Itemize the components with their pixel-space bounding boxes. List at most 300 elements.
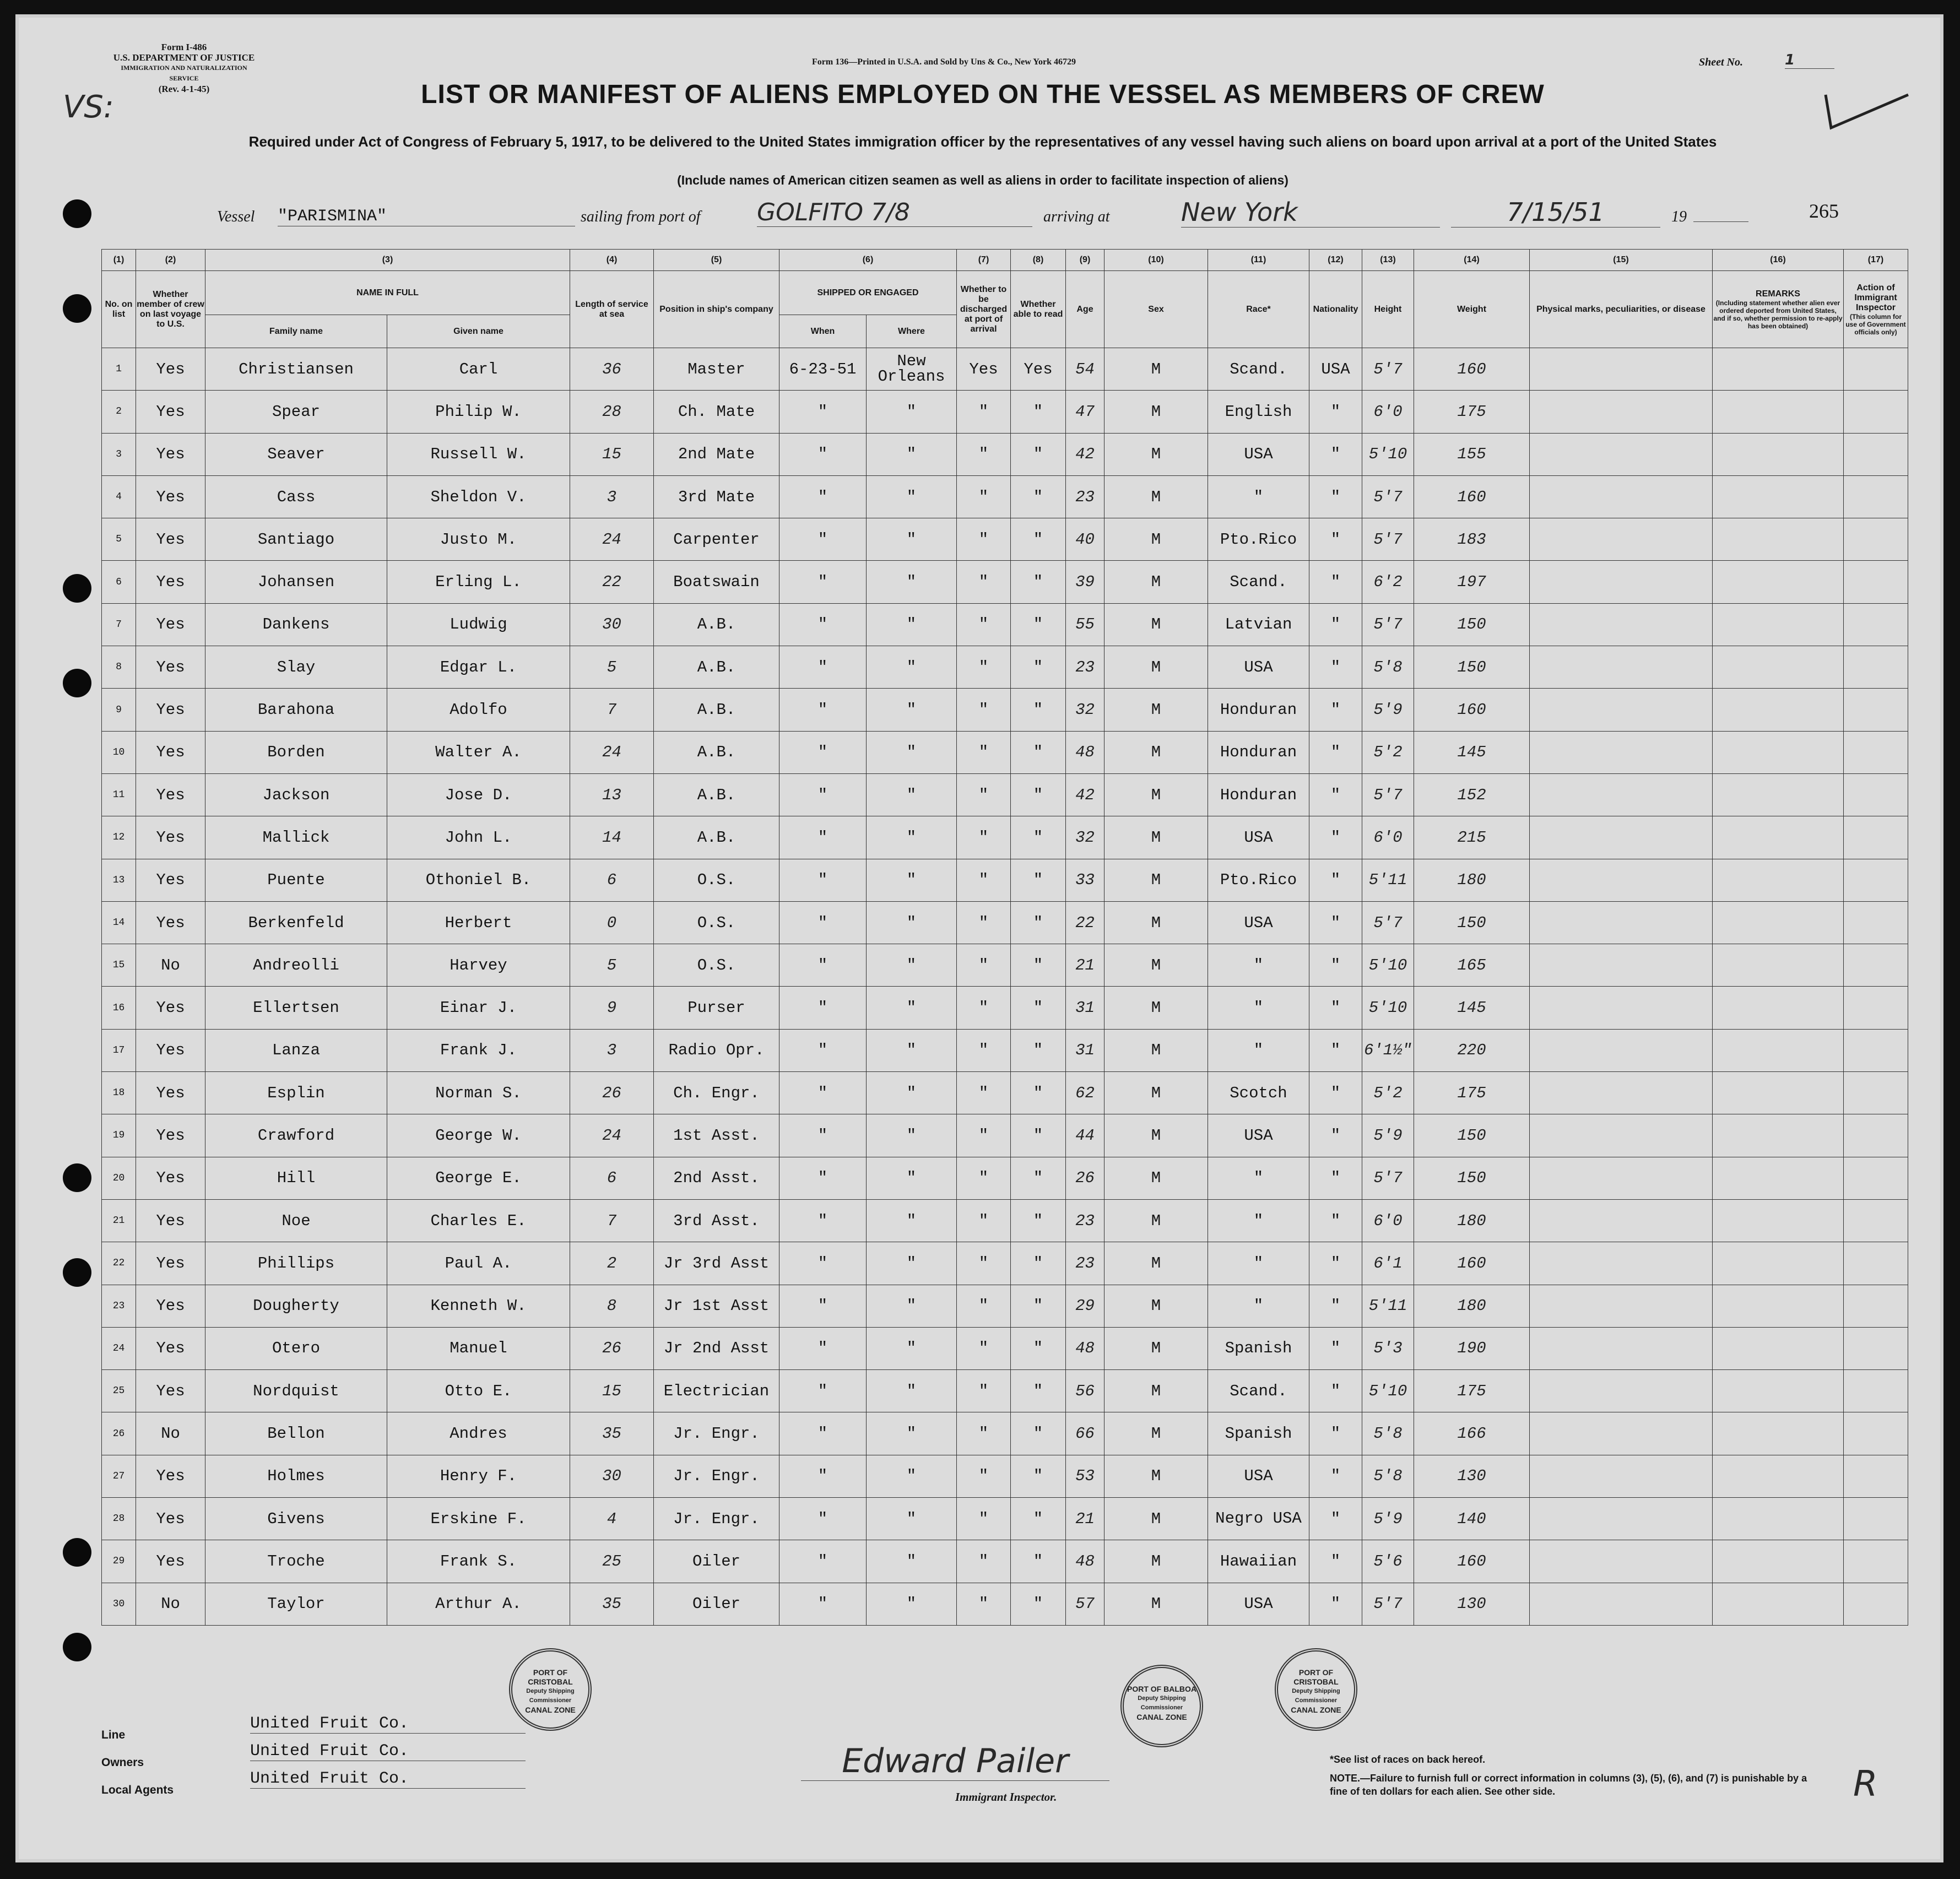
weight-cell: 160: [1414, 348, 1530, 391]
member-last-voyage-cell: Yes: [136, 561, 205, 603]
shipped-when-cell: ": [779, 1498, 867, 1540]
physical-marks-cell: [1530, 816, 1713, 859]
position-cell: Jr. Engr.: [654, 1498, 779, 1540]
weight-cell: 165: [1414, 944, 1530, 987]
position-cell: A.B.: [654, 689, 779, 731]
table-row: [102, 1199, 1908, 1242]
length-of-service-cell: 26: [570, 1327, 654, 1369]
shipped-where-cell: New Orleans: [867, 348, 957, 391]
shipped-when-cell: ": [779, 391, 867, 433]
weight-cell: 180: [1414, 1199, 1530, 1242]
table-row: [102, 1583, 1908, 1625]
row-number-cell: 25: [102, 1370, 136, 1412]
position-cell: A.B.: [654, 816, 779, 859]
remarks-cell: [1713, 391, 1844, 433]
action-cell: [1844, 603, 1908, 646]
remarks-cell: [1713, 901, 1844, 944]
length-of-service-cell: 3: [570, 1029, 654, 1071]
row-number-cell: 17: [102, 1029, 136, 1071]
shipped-where-cell: ": [867, 1455, 957, 1497]
able-to-read-cell: ": [1011, 1157, 1066, 1199]
length-of-service-cell: 24: [570, 518, 654, 561]
col-number: (5): [654, 250, 779, 271]
shipped-when-cell: ": [779, 475, 867, 518]
able-to-read-cell: ": [1011, 433, 1066, 475]
row-number-cell: 13: [102, 859, 136, 901]
action-cell: [1844, 1498, 1908, 1540]
length-of-service-cell: 5: [570, 646, 654, 689]
able-to-read-cell: ": [1011, 689, 1066, 731]
table-row: [102, 773, 1908, 816]
sex-cell: M: [1104, 1242, 1208, 1285]
age-cell: 21: [1066, 1498, 1104, 1540]
department: U.S. DEPARTMENT OF JUSTICE: [113, 52, 255, 63]
height-cell: 6'1: [1362, 1242, 1414, 1285]
action-cell: [1844, 1114, 1908, 1157]
row-number-cell: 29: [102, 1540, 136, 1583]
sex-cell: M: [1104, 859, 1208, 901]
table-row: [102, 475, 1908, 518]
height-cell: 5'7: [1362, 475, 1414, 518]
able-to-read-cell: ": [1011, 1242, 1066, 1285]
given-name-cell: Harvey: [387, 944, 570, 987]
family-name-cell: Nordquist: [205, 1370, 387, 1412]
physical-marks-cell: [1530, 475, 1713, 518]
to-be-discharged-cell: ": [957, 391, 1011, 433]
to-be-discharged-cell: ": [957, 518, 1011, 561]
length-of-service-cell: 5: [570, 944, 654, 987]
table-row: [102, 1412, 1908, 1455]
family-name-cell: Spear: [205, 391, 387, 433]
member-last-voyage-cell: Yes: [136, 348, 205, 391]
nationality-cell: ": [1309, 1583, 1362, 1625]
to-be-discharged-cell: ": [957, 475, 1011, 518]
col-length-service: Length of service at sea: [570, 271, 654, 348]
action-title: Action of Immigrant Inspector: [1854, 283, 1897, 312]
physical-marks-cell: [1530, 859, 1713, 901]
given-name-cell: Walter A.: [387, 731, 570, 773]
col-number: (9): [1066, 250, 1104, 271]
crew-table-body: [102, 348, 1908, 1626]
table-row: [102, 1029, 1908, 1071]
punch-hole: [63, 1538, 91, 1567]
age-cell: 44: [1066, 1114, 1104, 1157]
race-cell: Latvian: [1208, 603, 1309, 646]
given-name-cell: Frank J.: [387, 1029, 570, 1071]
race-cell: Pto.Rico: [1208, 859, 1309, 901]
age-cell: 62: [1066, 1072, 1104, 1114]
physical-marks-cell: [1530, 901, 1713, 944]
position-cell: A.B.: [654, 646, 779, 689]
physical-marks-cell: [1530, 1157, 1713, 1199]
remarks-cell: [1713, 1029, 1844, 1071]
punch-hole: [63, 1258, 91, 1287]
nationality-cell: ": [1309, 944, 1362, 987]
remarks-cell: [1713, 1199, 1844, 1242]
sex-cell: M: [1104, 475, 1208, 518]
given-name-cell: George E.: [387, 1157, 570, 1199]
revision: (Rev. 4-1-45): [158, 84, 210, 94]
arrival-date: 7/15/51: [1451, 197, 1660, 228]
shipped-when-cell: ": [779, 1242, 867, 1285]
race-cell: USA: [1208, 1455, 1309, 1497]
remarks-cell: [1713, 1498, 1844, 1540]
table-row: [102, 1114, 1908, 1157]
length-of-service-cell: 26: [570, 1072, 654, 1114]
shipped-where-cell: ": [867, 1540, 957, 1583]
length-of-service-cell: 30: [570, 1455, 654, 1497]
col-number: (8): [1011, 250, 1066, 271]
to-be-discharged-cell: ": [957, 1540, 1011, 1583]
race-cell: ": [1208, 987, 1309, 1029]
shipped-where-cell: ": [867, 1242, 957, 1285]
race-cell: Scotch: [1208, 1072, 1309, 1114]
able-to-read-cell: ": [1011, 603, 1066, 646]
given-name-cell: Edgar L.: [387, 646, 570, 689]
col-number: (2): [136, 250, 205, 271]
able-to-read-cell: ": [1011, 475, 1066, 518]
height-cell: 5'9: [1362, 689, 1414, 731]
remarks-title: REMARKS: [1756, 289, 1800, 299]
position-cell: Jr. Engr.: [654, 1412, 779, 1455]
to-be-discharged-cell: ": [957, 901, 1011, 944]
col-number: (10): [1104, 250, 1208, 271]
to-be-discharged-cell: ": [957, 1583, 1011, 1625]
physical-marks-cell: [1530, 1327, 1713, 1369]
member-last-voyage-cell: Yes: [136, 901, 205, 944]
action-subtitle: (This column for use of Government officials only): [1845, 312, 1906, 336]
length-of-service-cell: 13: [570, 773, 654, 816]
remarks-cell: [1713, 1285, 1844, 1327]
family-name-cell: Dougherty: [205, 1285, 387, 1327]
position-cell: 1st Asst.: [654, 1114, 779, 1157]
weight-cell: 160: [1414, 1242, 1530, 1285]
action-cell: [1844, 901, 1908, 944]
remarks-cell: [1713, 646, 1844, 689]
penalty-note: NOTE.—Failure to furnish full or correct information in columns (3), (5), (6), and (7) is punishable by a fine of ten dollars for each alien. See other side.: [1330, 1773, 1807, 1797]
able-to-read-cell: Yes: [1011, 348, 1066, 391]
shipped-where-cell: ": [867, 1498, 957, 1540]
sex-cell: M: [1104, 1498, 1208, 1540]
action-cell: [1844, 773, 1908, 816]
action-cell: [1844, 689, 1908, 731]
col-number: (13): [1362, 250, 1414, 271]
family-name-cell: Cass: [205, 475, 387, 518]
sex-cell: M: [1104, 944, 1208, 987]
table-row: [102, 859, 1908, 901]
age-cell: 31: [1066, 987, 1104, 1029]
row-number-cell: 19: [102, 1114, 136, 1157]
to-be-discharged-cell: ": [957, 603, 1011, 646]
nationality-cell: ": [1309, 1285, 1362, 1327]
to-be-discharged-cell: ": [957, 1029, 1011, 1071]
family-name-cell: Esplin: [205, 1072, 387, 1114]
shipped-where-cell: ": [867, 1412, 957, 1455]
family-name-cell: Noe: [205, 1199, 387, 1242]
col-when: When: [779, 315, 867, 348]
to-be-discharged-cell: ": [957, 1327, 1011, 1369]
stamp-middle: Deputy Shipping Commissioner: [1292, 1688, 1340, 1704]
to-be-discharged-cell: ": [957, 433, 1011, 475]
position-cell: A.B.: [654, 603, 779, 646]
table-row: [102, 348, 1908, 391]
stamp-top: PORT OF CRISTOBAL: [528, 1668, 573, 1686]
printer-line: Form 136—Printed in U.S.A. and Sold by Uns & Co., New York 46729: [812, 57, 1076, 67]
shipped-when-cell: ": [779, 433, 867, 475]
shipped-where-cell: ": [867, 944, 957, 987]
weight-cell: 160: [1414, 689, 1530, 731]
arriving-port: New York: [1181, 197, 1440, 228]
position-cell: 2nd Asst.: [654, 1157, 779, 1199]
weight-cell: 145: [1414, 987, 1530, 1029]
col-number: (7): [957, 250, 1011, 271]
family-name-cell: Mallick: [205, 816, 387, 859]
shipped-when-cell: ": [779, 1583, 867, 1625]
to-be-discharged-cell: ": [957, 944, 1011, 987]
shipped-when-cell: ": [779, 1114, 867, 1157]
position-cell: Oiler: [654, 1540, 779, 1583]
given-name-cell: Othoniel B.: [387, 859, 570, 901]
weight-cell: 190: [1414, 1327, 1530, 1369]
punch-hole: [63, 574, 91, 603]
family-name-cell: Puente: [205, 859, 387, 901]
shipped-when-cell: ": [779, 603, 867, 646]
given-name-cell: Herbert: [387, 901, 570, 944]
physical-marks-cell: [1530, 1540, 1713, 1583]
height-cell: 5'8: [1362, 1455, 1414, 1497]
col-number: (17): [1844, 250, 1908, 271]
shipped-where-cell: ": [867, 859, 957, 901]
shipped-where-cell: ": [867, 1114, 957, 1157]
position-cell: Purser: [654, 987, 779, 1029]
position-cell: 3rd Asst.: [654, 1199, 779, 1242]
length-of-service-cell: 22: [570, 561, 654, 603]
given-name-cell: Carl: [387, 348, 570, 391]
weight-cell: 140: [1414, 1498, 1530, 1540]
sex-cell: M: [1104, 1285, 1208, 1327]
age-cell: 42: [1066, 773, 1104, 816]
height-cell: 5'10: [1362, 944, 1414, 987]
age-cell: 56: [1066, 1370, 1104, 1412]
to-be-discharged-cell: ": [957, 1370, 1011, 1412]
shipped-where-cell: ": [867, 1157, 957, 1199]
shipped-where-cell: ": [867, 1029, 957, 1071]
remarks-cell: [1713, 731, 1844, 773]
member-last-voyage-cell: Yes: [136, 1455, 205, 1497]
member-last-voyage-cell: Yes: [136, 1285, 205, 1327]
family-name-cell: Crawford: [205, 1114, 387, 1157]
physical-marks-cell: [1530, 689, 1713, 731]
age-cell: 54: [1066, 348, 1104, 391]
sex-cell: M: [1104, 731, 1208, 773]
col-position: Position in ship's company: [654, 271, 779, 348]
nationality-cell: ": [1309, 561, 1362, 603]
physical-marks-cell: [1530, 1412, 1713, 1455]
table-row: [102, 1072, 1908, 1114]
nationality-cell: ": [1309, 1029, 1362, 1071]
action-cell: [1844, 561, 1908, 603]
row-number-cell: 2: [102, 391, 136, 433]
remarks-cell: [1713, 987, 1844, 1029]
shipped-when-cell: ": [779, 1029, 867, 1071]
table-row: [102, 1285, 1908, 1327]
able-to-read-cell: ": [1011, 944, 1066, 987]
table-row: [102, 518, 1908, 561]
nationality-cell: ": [1309, 1498, 1362, 1540]
physical-marks-cell: [1530, 1199, 1713, 1242]
row-number-cell: 8: [102, 646, 136, 689]
stamp-middle: Deputy Shipping Commissioner: [526, 1688, 575, 1704]
action-cell: [1844, 816, 1908, 859]
family-name-cell: Troche: [205, 1540, 387, 1583]
member-last-voyage-cell: Yes: [136, 518, 205, 561]
position-cell: O.S.: [654, 901, 779, 944]
physical-marks-cell: [1530, 1242, 1713, 1285]
race-cell: ": [1208, 475, 1309, 518]
row-number-cell: 9: [102, 689, 136, 731]
to-be-discharged-cell: ": [957, 1114, 1011, 1157]
length-of-service-cell: 28: [570, 391, 654, 433]
height-cell: 5'7: [1362, 1583, 1414, 1625]
shipped-where-cell: ": [867, 561, 957, 603]
length-of-service-cell: 6: [570, 1157, 654, 1199]
races-note: *See list of races on back hereof.: [1330, 1754, 1486, 1765]
action-cell: [1844, 1412, 1908, 1455]
position-cell: 3rd Mate: [654, 475, 779, 518]
remarks-cell: [1713, 1412, 1844, 1455]
shipped-where-cell: ": [867, 1199, 957, 1242]
given-name-cell: Philip W.: [387, 391, 570, 433]
shipped-when-cell: 6-23-51: [779, 348, 867, 391]
shipped-when-cell: ": [779, 1072, 867, 1114]
service: IMMIGRATION AND NATURALIZATION SERVICE: [121, 64, 247, 82]
nationality-cell: ": [1309, 1540, 1362, 1583]
sex-cell: M: [1104, 987, 1208, 1029]
punch-hole: [63, 294, 91, 323]
remarks-cell: [1713, 1370, 1844, 1412]
col-age: Age: [1066, 271, 1104, 348]
col-remarks: [1713, 271, 1844, 348]
nationality-cell: ": [1309, 518, 1362, 561]
to-be-discharged-cell: Yes: [957, 348, 1011, 391]
member-last-voyage-cell: Yes: [136, 603, 205, 646]
family-name-cell: Lanza: [205, 1029, 387, 1071]
weight-cell: 130: [1414, 1583, 1530, 1625]
family-name-cell: Givens: [205, 1498, 387, 1540]
able-to-read-cell: ": [1011, 987, 1066, 1029]
weight-cell: 175: [1414, 1072, 1530, 1114]
to-be-discharged-cell: ": [957, 689, 1011, 731]
shipped-where-cell: ": [867, 1327, 957, 1369]
row-number-cell: 27: [102, 1455, 136, 1497]
family-name-cell: Barahona: [205, 689, 387, 731]
action-cell: [1844, 433, 1908, 475]
action-cell: [1844, 348, 1908, 391]
col-no-on-list: No. on list: [102, 271, 136, 348]
member-last-voyage-cell: Yes: [136, 391, 205, 433]
table-row: [102, 944, 1908, 987]
given-name-cell: John L.: [387, 816, 570, 859]
row-number-cell: 16: [102, 987, 136, 1029]
age-cell: 23: [1066, 1199, 1104, 1242]
sex-cell: M: [1104, 433, 1208, 475]
row-number-cell: 21: [102, 1199, 136, 1242]
age-cell: 55: [1066, 603, 1104, 646]
weight-cell: 150: [1414, 1114, 1530, 1157]
length-of-service-cell: 2: [570, 1242, 654, 1285]
table-row: [102, 987, 1908, 1029]
position-cell: 2nd Mate: [654, 433, 779, 475]
given-name-cell: Sheldon V.: [387, 475, 570, 518]
physical-marks-cell: [1530, 1285, 1713, 1327]
length-of-service-cell: 25: [570, 1540, 654, 1583]
family-name-cell: Christiansen: [205, 348, 387, 391]
member-last-voyage-cell: Yes: [136, 646, 205, 689]
given-name-cell: Justo M.: [387, 518, 570, 561]
to-be-discharged-cell: ": [957, 1498, 1011, 1540]
sex-cell: M: [1104, 391, 1208, 433]
age-cell: 48: [1066, 1327, 1104, 1369]
height-cell: 6'0: [1362, 391, 1414, 433]
to-be-discharged-cell: ": [957, 1455, 1011, 1497]
age-cell: 53: [1066, 1455, 1104, 1497]
able-to-read-cell: ": [1011, 901, 1066, 944]
height-cell: 6'0: [1362, 1199, 1414, 1242]
race-cell: USA: [1208, 1114, 1309, 1157]
stamp-bottom: CANAL ZONE: [1136, 1713, 1187, 1721]
family-name-cell: Santiago: [205, 518, 387, 561]
height-cell: 5'2: [1362, 731, 1414, 773]
col-number: (11): [1208, 250, 1309, 271]
given-name-cell: Frank S.: [387, 1540, 570, 1583]
height-cell: 5'3: [1362, 1327, 1414, 1369]
row-number-cell: 3: [102, 433, 136, 475]
race-cell: Honduran: [1208, 773, 1309, 816]
sex-cell: M: [1104, 1455, 1208, 1497]
nationality-cell: ": [1309, 859, 1362, 901]
table-row: [102, 1242, 1908, 1285]
table-row: [102, 1498, 1908, 1540]
member-last-voyage-cell: Yes: [136, 475, 205, 518]
height-cell: 5'8: [1362, 1412, 1414, 1455]
col-number: (3): [205, 250, 570, 271]
to-be-discharged-cell: ": [957, 1072, 1011, 1114]
age-cell: 47: [1066, 391, 1104, 433]
col-action: [1844, 271, 1908, 348]
action-cell: [1844, 1540, 1908, 1583]
remarks-cell: [1713, 1114, 1844, 1157]
length-of-service-cell: 36: [570, 348, 654, 391]
family-name-cell: Johansen: [205, 561, 387, 603]
able-to-read-cell: ": [1011, 1199, 1066, 1242]
row-number-cell: 4: [102, 475, 136, 518]
given-name-cell: Arthur A.: [387, 1583, 570, 1625]
given-name-cell: Charles E.: [387, 1199, 570, 1242]
age-cell: 48: [1066, 1540, 1104, 1583]
margin-mark: VS:: [63, 89, 114, 125]
weight-cell: 152: [1414, 773, 1530, 816]
age-cell: 39: [1066, 561, 1104, 603]
height-cell: 5'7: [1362, 518, 1414, 561]
to-be-discharged-cell: ": [957, 1199, 1011, 1242]
able-to-read-cell: ": [1011, 1370, 1066, 1412]
given-name-cell: Einar J.: [387, 987, 570, 1029]
nationality-cell: ": [1309, 1157, 1362, 1199]
punch-hole: [63, 1163, 91, 1192]
height-cell: 5'10: [1362, 1370, 1414, 1412]
weight-cell: 160: [1414, 475, 1530, 518]
height-cell: 5'6: [1362, 1540, 1414, 1583]
